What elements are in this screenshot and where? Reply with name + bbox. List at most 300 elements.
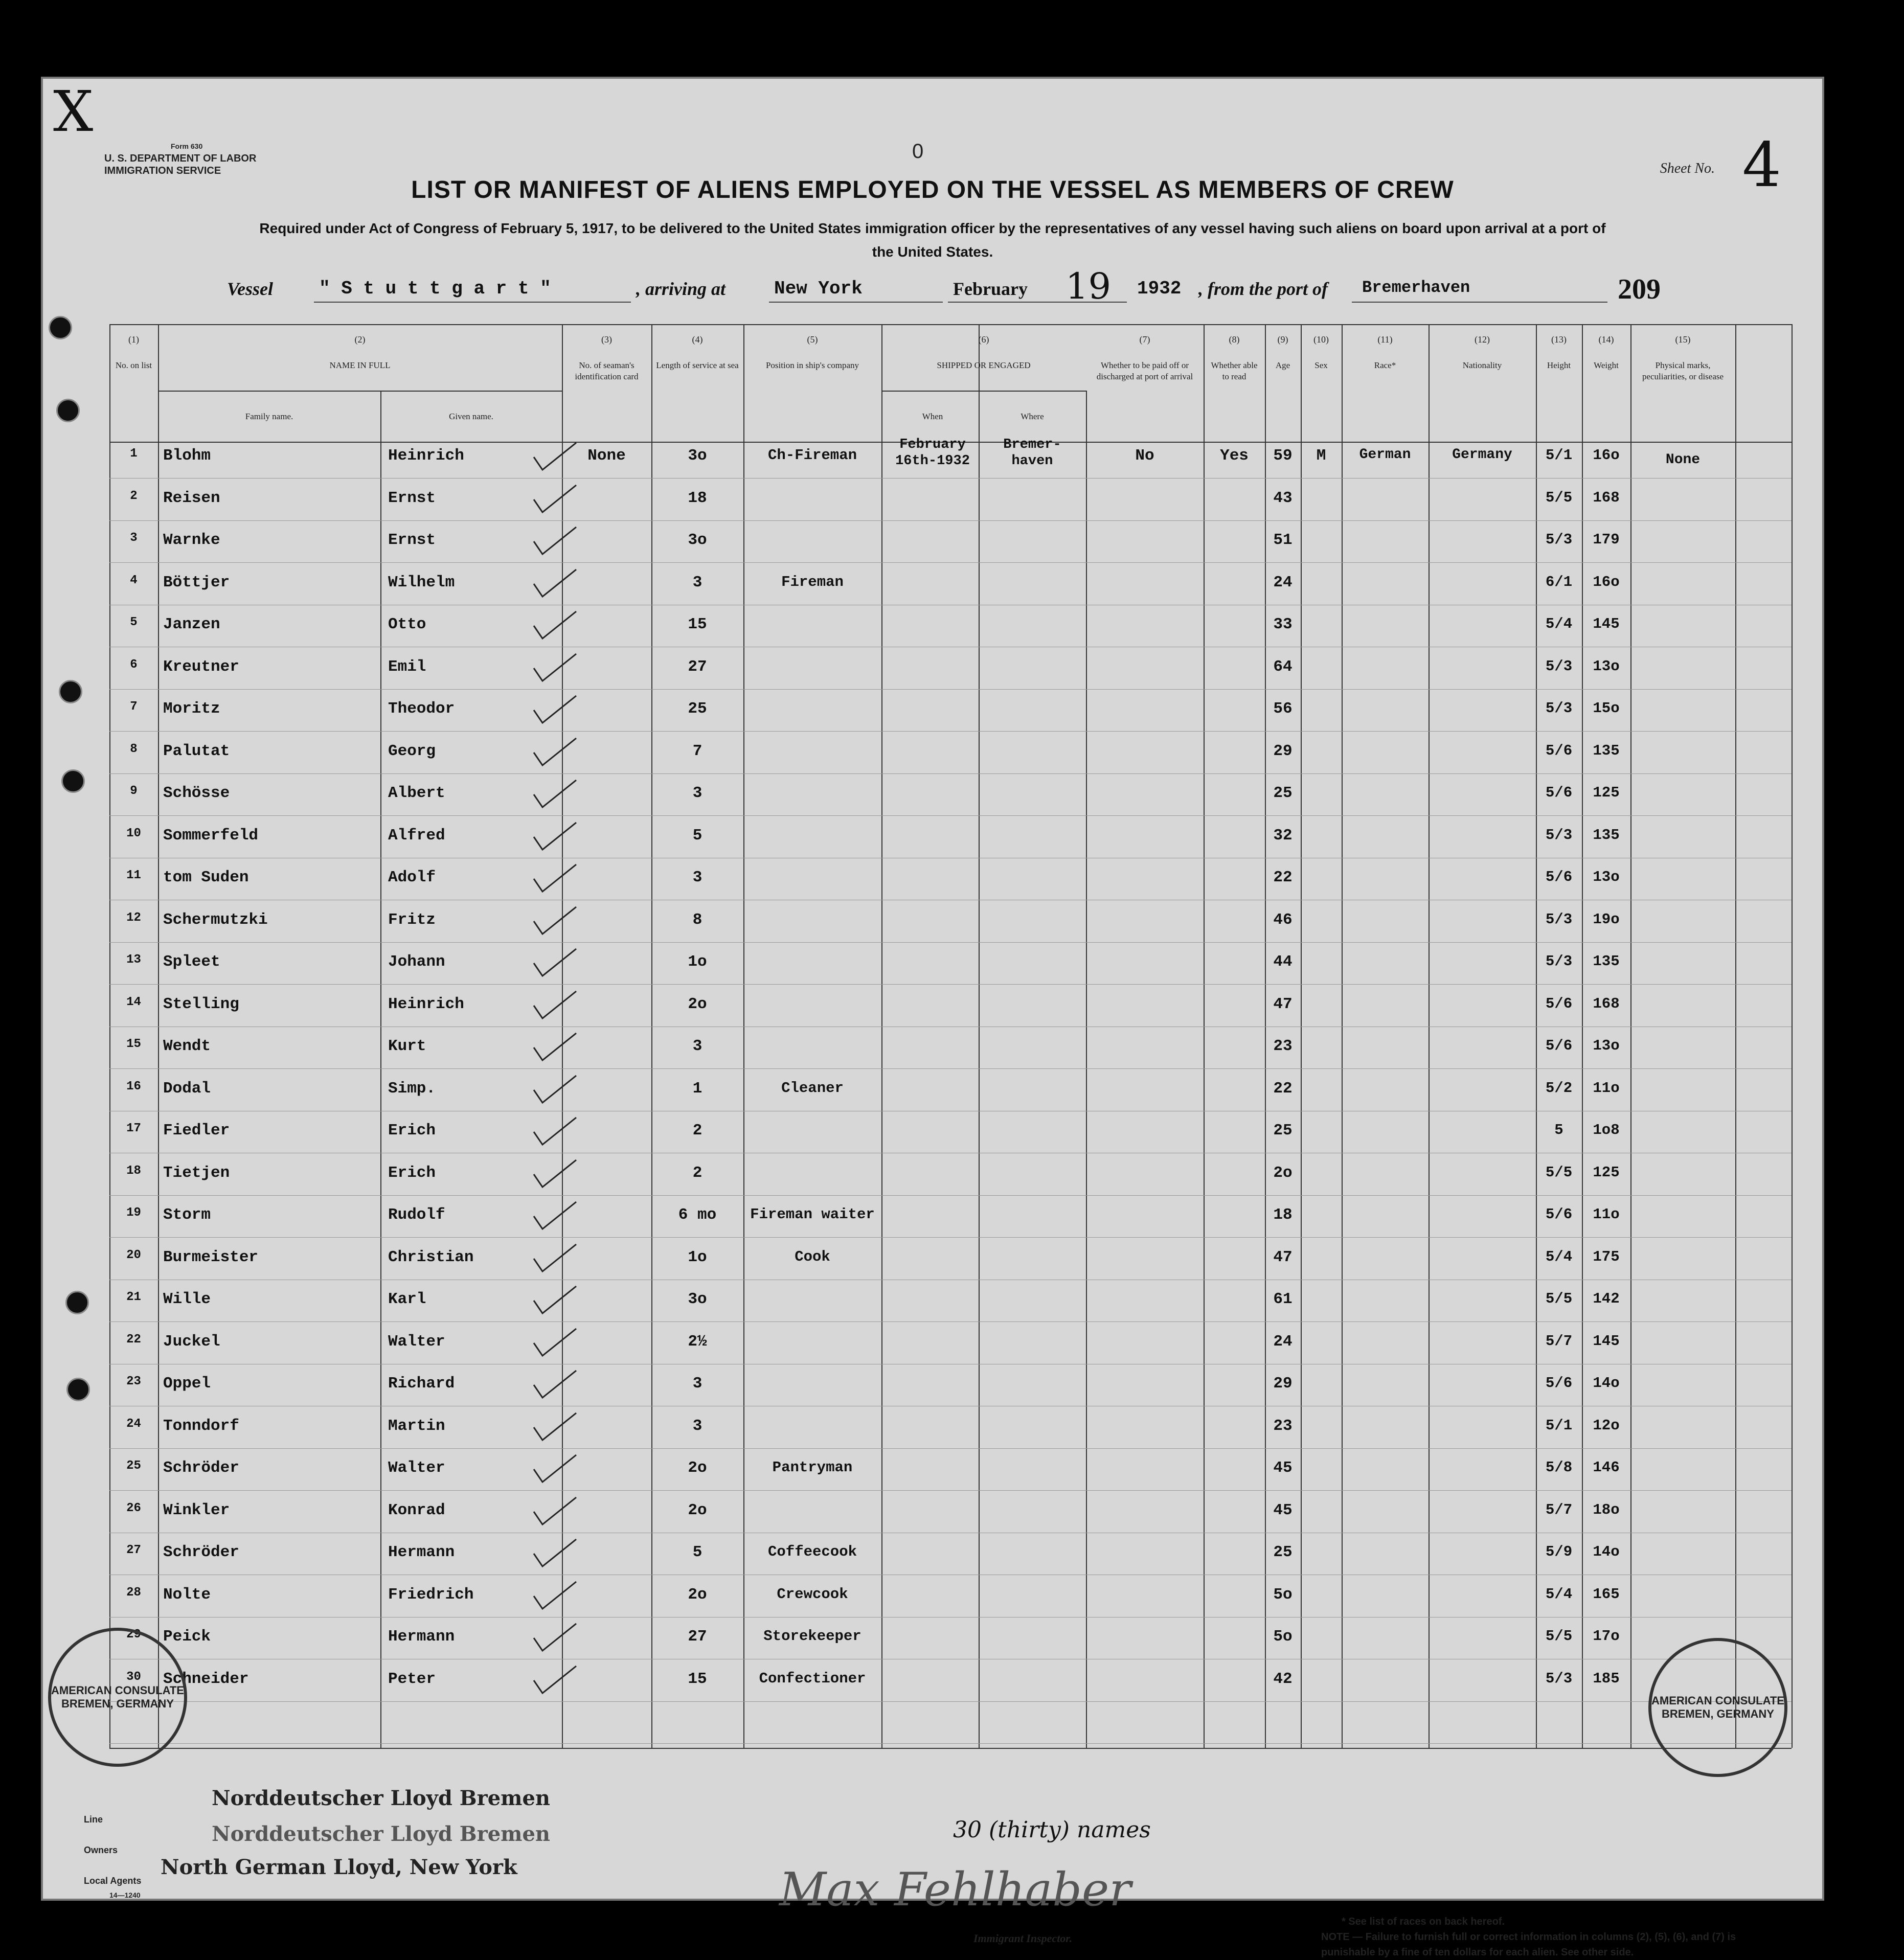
height: 5/5	[1545, 1164, 1573, 1181]
height: 5/1	[1545, 447, 1573, 464]
vessel-line	[227, 265, 1761, 309]
column-number: (10)	[1313, 334, 1329, 345]
family-name: Blohm	[163, 447, 211, 465]
column-rule	[1301, 324, 1302, 1748]
given-name: Ernst	[388, 489, 436, 507]
family-name: Tonndorf	[163, 1417, 239, 1435]
physical-marks: None	[1665, 452, 1701, 468]
weight: 168	[1593, 489, 1620, 506]
column-number: (1)	[128, 334, 139, 345]
height: 5/6	[1545, 784, 1573, 801]
check-mark	[531, 737, 577, 768]
row-number: 29	[126, 1628, 141, 1642]
given-name: Ernst	[388, 531, 436, 549]
given-name: Walter	[388, 1459, 445, 1477]
weight: 13o	[1593, 1037, 1620, 1054]
column-header: Age	[1275, 360, 1290, 370]
weight: 179	[1593, 531, 1620, 548]
family-name: Nolte	[163, 1585, 211, 1604]
row-number: 6	[130, 657, 138, 672]
age: 22	[1273, 1079, 1293, 1098]
row-rule	[109, 942, 1792, 943]
height: 5/3	[1545, 657, 1573, 675]
column-header: Race*	[1374, 360, 1396, 370]
column-rule	[881, 324, 882, 1748]
service-length: 3	[692, 869, 702, 886]
binder-hole	[65, 1291, 89, 1314]
column-rule	[1735, 324, 1736, 1748]
row-number: 19	[126, 1206, 141, 1220]
check-mark	[531, 1665, 577, 1696]
column-number: (5)	[807, 334, 818, 345]
given-name: Georg	[388, 742, 436, 760]
binder-hole	[49, 316, 72, 339]
check-mark	[531, 990, 577, 1021]
given-name: Christian	[388, 1248, 474, 1266]
given-name: Simp.	[388, 1079, 436, 1098]
row-number: 13	[126, 953, 141, 967]
arrival-month: February	[953, 279, 1028, 299]
weight: 11o	[1593, 1206, 1620, 1223]
header-top-rule	[109, 324, 1792, 325]
age: 43	[1273, 489, 1293, 507]
footer-notes	[1321, 1914, 1740, 1960]
shipped-where: Bremer- haven	[1003, 437, 1061, 469]
row-number: 11	[126, 869, 141, 882]
given-name: Friedrich	[388, 1585, 474, 1604]
column-number: (2)	[354, 334, 366, 345]
age: 25	[1273, 784, 1293, 802]
given-name: Karl	[388, 1290, 426, 1308]
footer-owners-value: Norddeutscher Lloyd Bremen	[212, 1822, 550, 1846]
weight: 146	[1593, 1459, 1620, 1476]
column-header: Physical marks, peculiarities, or disease	[1642, 360, 1724, 381]
position: Cook	[795, 1248, 830, 1265]
check-mark	[531, 1075, 577, 1105]
service-length: 3o	[688, 447, 707, 465]
check-mark	[531, 1116, 577, 1147]
height: 5/6	[1545, 1206, 1573, 1223]
manifest-sheet	[41, 77, 1824, 1958]
row-number: 15	[126, 1037, 141, 1051]
height: 5/3	[1545, 953, 1573, 970]
subheader-rule	[881, 391, 1086, 392]
circle-mark: 0	[912, 140, 924, 163]
age: 2o	[1273, 1164, 1293, 1182]
service-length: 7	[692, 742, 702, 760]
binder-hole	[59, 680, 82, 703]
height: 5/7	[1545, 1332, 1573, 1350]
arriving-label: , arriving at	[636, 279, 726, 299]
column-number: (8)	[1229, 334, 1240, 345]
weight: 175	[1593, 1248, 1620, 1265]
row-rule	[109, 1321, 1792, 1322]
column-rule	[1086, 391, 1087, 1748]
position: Coffeecook	[767, 1543, 857, 1560]
row-number: 16	[126, 1079, 141, 1093]
age: 44	[1273, 953, 1293, 971]
family-name: Peick	[163, 1628, 211, 1646]
age: 25	[1273, 1543, 1293, 1561]
age: 47	[1273, 1248, 1293, 1266]
weight: 16o	[1593, 447, 1620, 464]
height: 5/3	[1545, 531, 1573, 548]
given-name: Heinrich	[388, 995, 464, 1013]
weight: 13o	[1593, 657, 1620, 675]
position: Crewcook	[777, 1585, 848, 1603]
age: 59	[1273, 447, 1293, 465]
given-name: Alfred	[388, 826, 445, 845]
weight: 14o	[1593, 1543, 1620, 1560]
age: 25	[1273, 1122, 1293, 1139]
row-number: 18	[126, 1164, 141, 1178]
position: Fireman waiter	[750, 1206, 875, 1223]
family-name: Kreutner	[163, 657, 239, 676]
note-fine: NOTE — Failure to furnish full or correct information in columns (2), (5), (6), and (7) is punishable by a fine of ten dollars for each alien. See other side.	[1321, 1931, 1736, 1958]
form-number: Form 630	[171, 142, 203, 150]
check-mark	[531, 610, 577, 641]
column-rule	[1204, 324, 1205, 1748]
family-name: Wille	[163, 1290, 211, 1308]
height: 5/7	[1545, 1501, 1573, 1518]
height: 5/5	[1545, 489, 1573, 506]
row-rule	[109, 1068, 1792, 1069]
service-length: 3	[692, 1037, 702, 1055]
age: 5o	[1273, 1628, 1293, 1646]
weight: 165	[1593, 1585, 1620, 1603]
row-rule	[109, 1701, 1792, 1702]
service-length: 25	[688, 700, 707, 718]
footer-line-value: Norddeutscher Lloyd Bremen	[212, 1786, 550, 1810]
check-mark	[531, 1285, 577, 1316]
height: 6/1	[1545, 573, 1573, 590]
service-length: 27	[688, 657, 707, 676]
height: 5/6	[1545, 1375, 1573, 1392]
given-name: Fritz	[388, 910, 436, 929]
family-name: Spleet	[163, 953, 220, 971]
row-rule	[109, 731, 1792, 732]
department-name: U. S. DEPARTMENT OF LABOR	[104, 153, 257, 164]
weight: 17o	[1593, 1628, 1620, 1645]
sheet-no-label: Sheet No.	[1660, 161, 1715, 176]
given-name: Peter	[388, 1670, 436, 1688]
given-name: Walter	[388, 1332, 445, 1351]
position: Confectioner	[759, 1670, 866, 1687]
given-name: Albert	[388, 784, 445, 802]
table-bottom-rule	[109, 1748, 1792, 1749]
binder-hole	[66, 1378, 90, 1401]
weight: 145	[1593, 616, 1620, 632]
family-name: Dodal	[163, 1079, 211, 1098]
position: Cleaner	[781, 1079, 844, 1097]
check-mark	[531, 1623, 577, 1653]
family-name: Winkler	[163, 1501, 230, 1519]
given-name: Martin	[388, 1417, 445, 1435]
check-mark	[531, 1328, 577, 1358]
row-number: 2	[130, 489, 138, 503]
service-length: 3	[692, 573, 702, 591]
row-rule	[109, 1237, 1792, 1238]
service-length: 2	[692, 1164, 702, 1182]
race: German	[1359, 447, 1411, 463]
page-subtitle: Required under Act of Congress of February 5, 1917, to be delivered to the United States immigration officer by the representatives of any vessel having such aliens on board upon arrival at a port of the United States.	[259, 220, 1606, 260]
weight: 185	[1593, 1670, 1620, 1687]
family-name: Wendt	[163, 1037, 211, 1055]
age: 32	[1273, 826, 1293, 845]
nationality: Germany	[1452, 447, 1512, 463]
age: 24	[1273, 1332, 1293, 1351]
check-mark	[531, 822, 577, 852]
weight: 125	[1593, 1164, 1620, 1181]
row-number: 3	[130, 531, 138, 545]
given-name: Heinrich	[388, 447, 464, 465]
family-name: Juckel	[163, 1332, 220, 1351]
weight: 16o	[1593, 573, 1620, 590]
row-number: 8	[130, 742, 138, 756]
weight: 14o	[1593, 1375, 1620, 1392]
service-length: 5	[692, 826, 702, 845]
row-rule	[109, 689, 1792, 690]
height: 5/4	[1545, 1248, 1573, 1265]
footer-form-code: 14—1240	[109, 1891, 141, 1899]
height: 5/4	[1545, 616, 1573, 632]
service-length: 2	[692, 1122, 702, 1139]
page-title: LIST OR MANIFEST OF ALIENS EMPLOYED ON THE VESSEL AS MEMBERS OF CREW	[411, 176, 1454, 203]
column-number: (12)	[1475, 334, 1490, 345]
paid-off: No	[1135, 447, 1154, 465]
family-name: Schermutzki	[163, 910, 268, 929]
service-length: 3	[692, 1417, 702, 1435]
arrival-port: New York	[774, 278, 863, 299]
check-mark	[531, 863, 577, 894]
weight: 11o	[1593, 1079, 1620, 1097]
age: 64	[1273, 657, 1293, 676]
weight: 19o	[1593, 910, 1620, 928]
age: 23	[1273, 1417, 1293, 1435]
binder-hole	[61, 769, 85, 793]
height: 5	[1554, 1122, 1563, 1138]
age: 51	[1273, 531, 1293, 549]
column-header: No. on list	[115, 360, 152, 370]
vessel-label: Vessel	[227, 279, 273, 299]
height: 5/3	[1545, 826, 1573, 844]
given-name: Hermann	[388, 1628, 455, 1646]
height: 5/2	[1545, 1079, 1573, 1097]
check-mark	[531, 779, 577, 810]
handwritten-x-mark: X	[53, 79, 94, 144]
height: 5/3	[1545, 700, 1573, 717]
inspector-label: Immigrant Inspector.	[973, 1932, 1073, 1945]
height: 5/1	[1545, 1417, 1573, 1434]
given-name: Richard	[388, 1375, 455, 1393]
age: 23	[1273, 1037, 1293, 1055]
age: 42	[1273, 1670, 1293, 1688]
given-name: Rudolf	[388, 1206, 445, 1224]
family-name: Warnke	[163, 531, 220, 549]
given-name: Adolf	[388, 869, 436, 886]
shipped-when: February 16th-1932	[895, 437, 970, 469]
family-name: Schröder	[163, 1543, 239, 1561]
column-header: Whether able to read	[1211, 360, 1258, 381]
column-number: (9)	[1277, 334, 1288, 345]
row-rule	[109, 520, 1792, 521]
family-name: Schösse	[163, 784, 230, 802]
family-name: Moritz	[163, 700, 220, 718]
service-length: 3o	[688, 1290, 707, 1308]
weight: 168	[1593, 995, 1620, 1012]
family-name: Stelling	[163, 995, 239, 1013]
age: 56	[1273, 700, 1293, 718]
column-rule	[1792, 324, 1793, 1748]
service-length: 3	[692, 1375, 702, 1393]
height: 5/5	[1545, 1290, 1573, 1307]
column-header: Given name.	[449, 412, 493, 421]
check-mark	[531, 1496, 577, 1527]
age: 18	[1273, 1206, 1293, 1224]
footer-agents-value: North German Lloyd, New York	[161, 1855, 517, 1879]
check-mark	[531, 1243, 577, 1274]
column-rule	[743, 324, 744, 1748]
service-length: 15	[688, 616, 707, 633]
check-mark	[531, 1454, 577, 1485]
age: 29	[1273, 1375, 1293, 1393]
position: Pantryman	[772, 1459, 853, 1476]
row-number: 7	[130, 700, 138, 714]
crew-table	[109, 324, 1792, 1781]
weight: 145	[1593, 1332, 1620, 1350]
page-code: 209	[1618, 274, 1661, 305]
column-header: Weight	[1594, 360, 1619, 370]
column-rule	[1342, 324, 1343, 1748]
check-mark	[531, 568, 577, 599]
check-mark	[531, 1581, 577, 1611]
column-header: Length of service at sea	[656, 360, 739, 370]
age: 22	[1273, 869, 1293, 886]
age: 24	[1273, 573, 1293, 591]
age: 61	[1273, 1290, 1293, 1308]
column-header: Nationality	[1462, 360, 1502, 370]
service-length: 1o	[688, 953, 707, 971]
check-mark	[531, 695, 577, 725]
able-to-read: Yes	[1220, 447, 1249, 465]
row-number: 4	[130, 573, 138, 587]
service-length: 3o	[688, 531, 707, 549]
height: 5/3	[1545, 910, 1573, 928]
height: 5/6	[1545, 742, 1573, 759]
check-mark	[531, 653, 577, 683]
row-number: 21	[126, 1290, 141, 1304]
row-rule	[109, 562, 1792, 563]
service-length: 15	[688, 1670, 707, 1688]
age: 47	[1273, 995, 1293, 1013]
height: 5/6	[1545, 869, 1573, 885]
height: 5/6	[1545, 1037, 1573, 1054]
column-rule	[979, 324, 980, 1748]
row-number: 26	[126, 1501, 141, 1515]
family-name: Tietjen	[163, 1164, 230, 1182]
family-name: Storm	[163, 1206, 211, 1224]
column-rule	[1429, 324, 1430, 1748]
family-name: Burmeister	[163, 1248, 259, 1266]
weight: 18o	[1593, 1501, 1620, 1518]
given-name: Erich	[388, 1122, 436, 1139]
service-length: 2½	[688, 1332, 707, 1351]
age: 45	[1273, 1459, 1293, 1477]
height: 5/4	[1545, 1585, 1573, 1603]
column-header: Whether to be paid off or discharged at port of arrival	[1096, 360, 1193, 381]
row-number: 23	[126, 1375, 141, 1388]
weight: 12o	[1593, 1417, 1620, 1434]
family-name: Schröder	[163, 1459, 239, 1477]
consulate-stamp-left: AMERICAN CONSULATE BREMEN, GERMANY	[48, 1628, 187, 1767]
given-name: Theodor	[388, 700, 455, 718]
check-mark	[531, 1159, 577, 1190]
column-header: Family name.	[245, 412, 293, 421]
row-number: 22	[126, 1332, 141, 1347]
row-number: 10	[126, 826, 141, 840]
subheader-rule	[158, 391, 562, 392]
row-number: 12	[126, 910, 141, 925]
column-number: (14)	[1598, 334, 1614, 345]
column-header: NAME IN FULL	[329, 360, 391, 370]
weight: 1o8	[1593, 1122, 1620, 1138]
row-rule	[109, 1743, 1792, 1744]
height: 5/5	[1545, 1628, 1573, 1645]
vessel-name: " S t u t t g a r t "	[319, 278, 551, 299]
column-number: (4)	[692, 334, 703, 345]
sheet-no-value: 4	[1742, 130, 1781, 201]
check-mark	[531, 1538, 577, 1569]
given-name: Konrad	[388, 1501, 445, 1519]
column-header: Position in ship's company	[765, 360, 859, 370]
service-length: 6 mo	[678, 1206, 717, 1224]
service-length: 18	[688, 489, 707, 507]
footer-owners-label: Owners	[84, 1845, 118, 1855]
row-number: 20	[126, 1248, 141, 1262]
given-name: Hermann	[388, 1543, 455, 1561]
row-rule	[109, 773, 1792, 774]
age: 33	[1273, 616, 1293, 633]
family-name: Schneider	[163, 1670, 249, 1688]
family-name: tom Suden	[163, 869, 249, 886]
column-rule	[380, 391, 381, 1748]
family-name: Böttjer	[163, 573, 230, 591]
row-rule	[109, 1490, 1792, 1491]
check-mark	[531, 948, 577, 978]
row-number: 30	[126, 1670, 141, 1684]
footer-agents-label: Local Agents	[84, 1876, 142, 1886]
check-mark	[531, 906, 577, 937]
check-mark	[531, 1412, 577, 1443]
column-number: (7)	[1139, 334, 1150, 345]
age: 29	[1273, 742, 1293, 760]
given-name: Johann	[388, 953, 445, 971]
row-number: 14	[126, 995, 141, 1009]
column-rule	[158, 324, 159, 1748]
service-length: 8	[692, 910, 702, 929]
weight: 15o	[1593, 700, 1620, 717]
height: 5/8	[1545, 1459, 1573, 1476]
row-rule	[109, 1448, 1792, 1449]
row-number: 27	[126, 1543, 141, 1557]
row-number: 1	[130, 447, 138, 461]
given-name: Erich	[388, 1164, 436, 1182]
column-number: (6)	[978, 334, 989, 345]
service-length: 27	[688, 1628, 707, 1646]
weight: 135	[1593, 826, 1620, 844]
sex: M	[1316, 447, 1326, 465]
weight: 13o	[1593, 869, 1620, 885]
